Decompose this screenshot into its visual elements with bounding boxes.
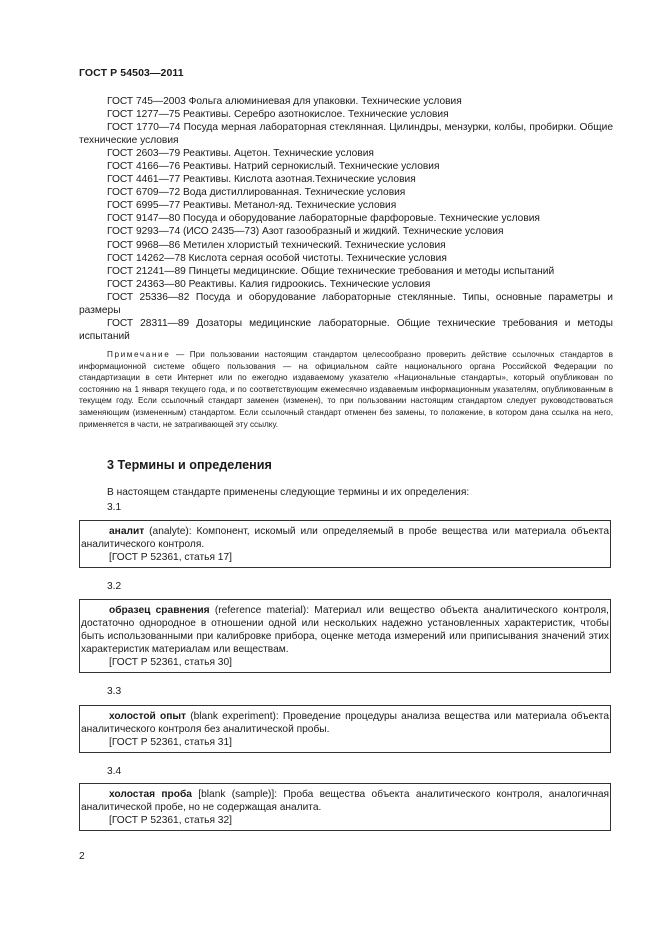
reference-item: ГОСТ 6709—72 Вода дистиллированная. Технические условия: [107, 187, 406, 199]
reference-item: ГОСТ 21241—89 Пинцеты медицинские. Общие технические требования и методы испытаний: [107, 265, 555, 277]
note-paragraph: [79, 349, 613, 430]
reference-item: ГОСТ 2603—79 Реактивы. Ацетон. Технические условия: [107, 148, 374, 160]
reference-item: ГОСТ 24363—80 Реактивы. Калия гидроокись. Технические условия: [107, 278, 431, 290]
term-box: [79, 599, 611, 673]
term-source: [ГОСТ Р 52361, статья 30]: [109, 657, 232, 669]
reference-item: ГОСТ 745—2003 Фольга алюминиевая для упаковки. Технические условия: [107, 96, 462, 107]
section-intro: В настоящем стандарте применены следующие термины и их определения:: [107, 487, 470, 498]
term-number: 3.2: [107, 581, 122, 592]
term-source: [ГОСТ Р 52361, статья 17]: [109, 552, 232, 564]
term-box: [79, 520, 611, 568]
reference-item: ГОСТ 9293—74 (ИСО 2435—73) Азот газообразный и жидкий. Технические условия: [107, 226, 504, 238]
term-name: образец сравнения: [109, 605, 210, 616]
reference-item: ГОСТ 1277—75 Реактивы. Серебро азотнокислое. Технические условия: [107, 109, 449, 121]
term-definition: (blank experiment): Проведение процедуры анализа вещества или материала объекта аналитического контроля без аналитической пробы.: [81, 711, 609, 736]
term-source: [ГОСТ Р 52361, статья 32]: [109, 815, 232, 827]
term-name: холостая проба: [109, 789, 192, 800]
term-definition: (analyte): Компонент, искомый или определяемый в пробе вещества или материала объекта аналитического контроля.: [81, 526, 609, 551]
reference-item: ГОСТ 9147—80 Посуда и оборудование лабораторные фарфоровые. Технические условия: [107, 213, 540, 225]
reference-item: ГОСТ 14262—78 Кислота серная особой чистоты. Технические условия: [107, 252, 447, 264]
reference-item: ГОСТ 6995—77 Реактивы. Метанол-яд. Технические условия: [107, 200, 397, 212]
term-number: 3.4: [107, 766, 122, 777]
document-header-code: ГОСТ Р 54503—2011: [79, 67, 184, 79]
reference-item: ГОСТ 9968—86 Метилен хлористый технический. Технические условия: [107, 239, 446, 251]
page-number: 2: [79, 851, 85, 862]
term-box: [79, 705, 611, 753]
term-source: [ГОСТ Р 52361, статья 31]: [109, 737, 232, 749]
reference-item: ГОСТ 1770—74 Посуда мерная лабораторная стеклянная. Цилиндры, мензурки, колбы, пробирки. Общие технические условия: [79, 122, 613, 147]
term-definition: (reference material): Материал или вещество объекта аналитического контроля, достаточно однородное в отношении одной или нескольких надежно установленных характеристик, чтобы быть использованными при калибровке прибора, оценке метода измерений или приписывания значений этих характеристик материалам или веществам.: [81, 605, 609, 656]
term-number: 3.3: [107, 686, 122, 697]
note-label: Примечание: [107, 350, 171, 359]
normative-references-list: [79, 95, 613, 343]
term-name: аналит: [109, 526, 145, 537]
note-text: — При пользовании настоящим стандартом целесообразно проверить действие ссылочных стандартов в информационной системе общего пользования — на официальном сайте национального органа Российской Федерации по стандартизации в сети Интернет или по ежегодно издаваемому указателю «Национальные стандарты», который опубликован по состоянию на 1 января текущего года, и по соответствующим ежемесячно издаваемым информационным указателям, опубликованным в текущем году. Если ссылочный стандарт заменен (изменен), то при пользовании настоящим стандартом следует руководствоваться заменяющим (измененным) стандартом. Если ссылочный стандарт отменен без замены, то положение, в котором дана ссылка на него, применяется в части, не затрагивающей эту ссылку.: [79, 350, 613, 429]
term-number: 3.1: [107, 502, 122, 513]
term-definition: [blank (sample)]: Проба вещества объекта аналитического контроля, аналогичная аналитической пробе, но не содержащая аналита.: [81, 789, 609, 814]
reference-item: ГОСТ 28311—89 Дозаторы медицинские лабораторные. Общие технические требования и методы испытаний: [79, 317, 613, 342]
reference-item: ГОСТ 25336—82 Посуда и оборудование лабораторные стеклянные. Типы, основные параметры и размеры: [79, 291, 613, 316]
term-name: холостой опыт: [109, 711, 187, 722]
section-title: 3 Термины и определения: [107, 458, 272, 472]
reference-item: ГОСТ 4166—76 Реактивы. Натрий сернокислый. Технические условия: [107, 161, 440, 173]
reference-item: ГОСТ 4461—77 Реактивы. Кислота азотная.Технические условия: [107, 174, 416, 186]
term-box: [79, 783, 611, 831]
